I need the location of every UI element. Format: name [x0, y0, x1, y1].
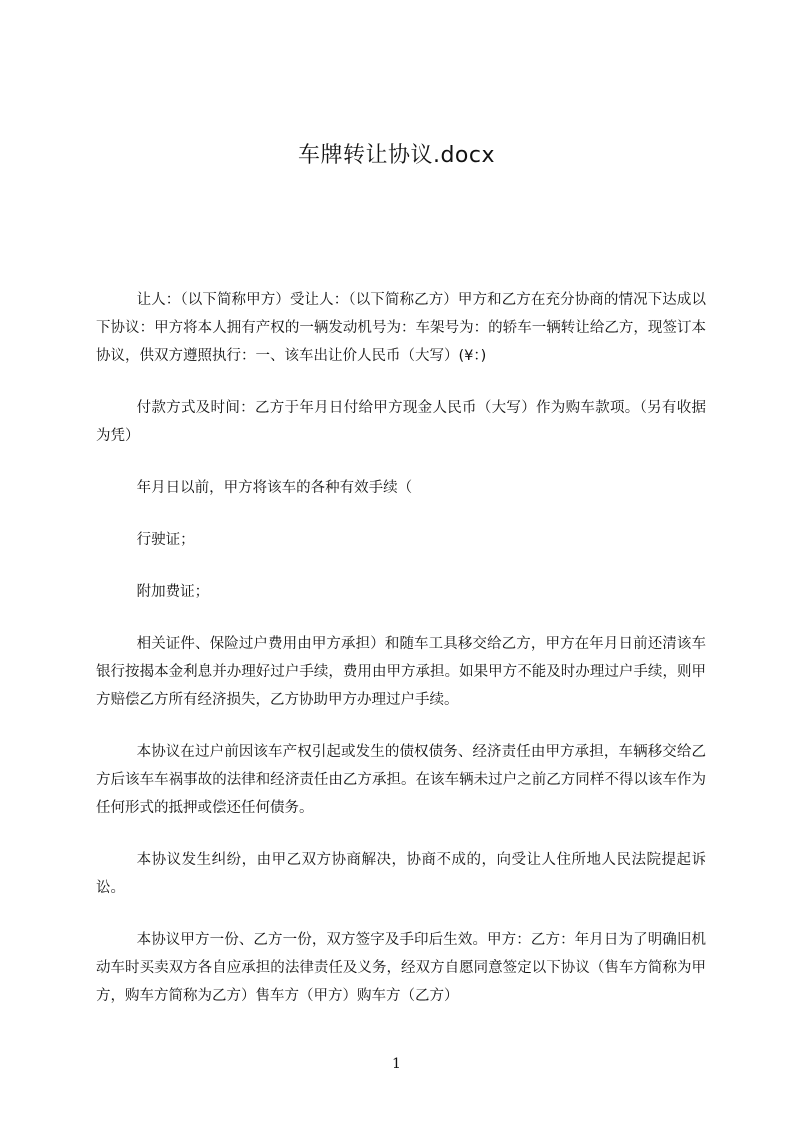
paragraph-8: 本协议发生纠纷，由甲乙双方协商解决，协商不成的，向受让人住所地人民法院提起诉讼。 [96, 852, 706, 896]
document-title: 车牌转让协议.docx [297, 143, 496, 168]
document-body [96, 286, 706, 1010]
paragraph-6: 相关证件、保险过户费用由甲方承担）和随车工具移交给乙方，甲方在年月日前还清该车银行按揭本金利息并办理好过户手续，费用由甲方承担。如果甲方不能及时办理过户手续，则甲方赔偿乙方所有经济损失，乙方协助甲方办理过户手续。 [96, 636, 706, 708]
paragraph-4: 行驶证； [136, 532, 195, 548]
paragraph-9: 本协议甲方一份、乙方一份，双方签字及手印后生效。甲方：乙方：年月日为了明确旧机动车时买卖双方各自应承担的法律责任及义务，经双方自愿同意签定以下协议（售车方简称为甲方，购车方简称为乙方）售车方（甲方）购车方（乙方） [96, 932, 706, 1004]
paragraph-1: 让人：（以下简称甲方）受让人：（以下简称乙方）甲方和乙方在充分协商的情况下达成以下协议：甲方将本人拥有产权的一辆发动机号为：车架号为：的轿车一辆转让给乙方，现签订本协议，供双方遵照执行：一、该车出让价人民币（大写）(¥：) [96, 292, 706, 364]
paragraph-2: 付款方式及时间：乙方于年月日付给甲方现金人民币（大写）作为购车款项。（另有收据为凭） [96, 400, 706, 444]
paragraph-3: 年月日以前，甲方将该车的各种有效手续（ [136, 480, 413, 496]
paragraph-5: 附加费证； [136, 584, 210, 600]
paragraph-7: 本协议在过户前因该车产权引起或发生的债权债务、经济责任由甲方承担，车辆移交给乙方后该车车祸事故的法律和经济责任由乙方承担。在该车辆未过户之前乙方同样不得以该车作为任何形式的抵押或偿还任何债务。 [96, 744, 706, 816]
page-number: 1 [392, 1056, 401, 1072]
